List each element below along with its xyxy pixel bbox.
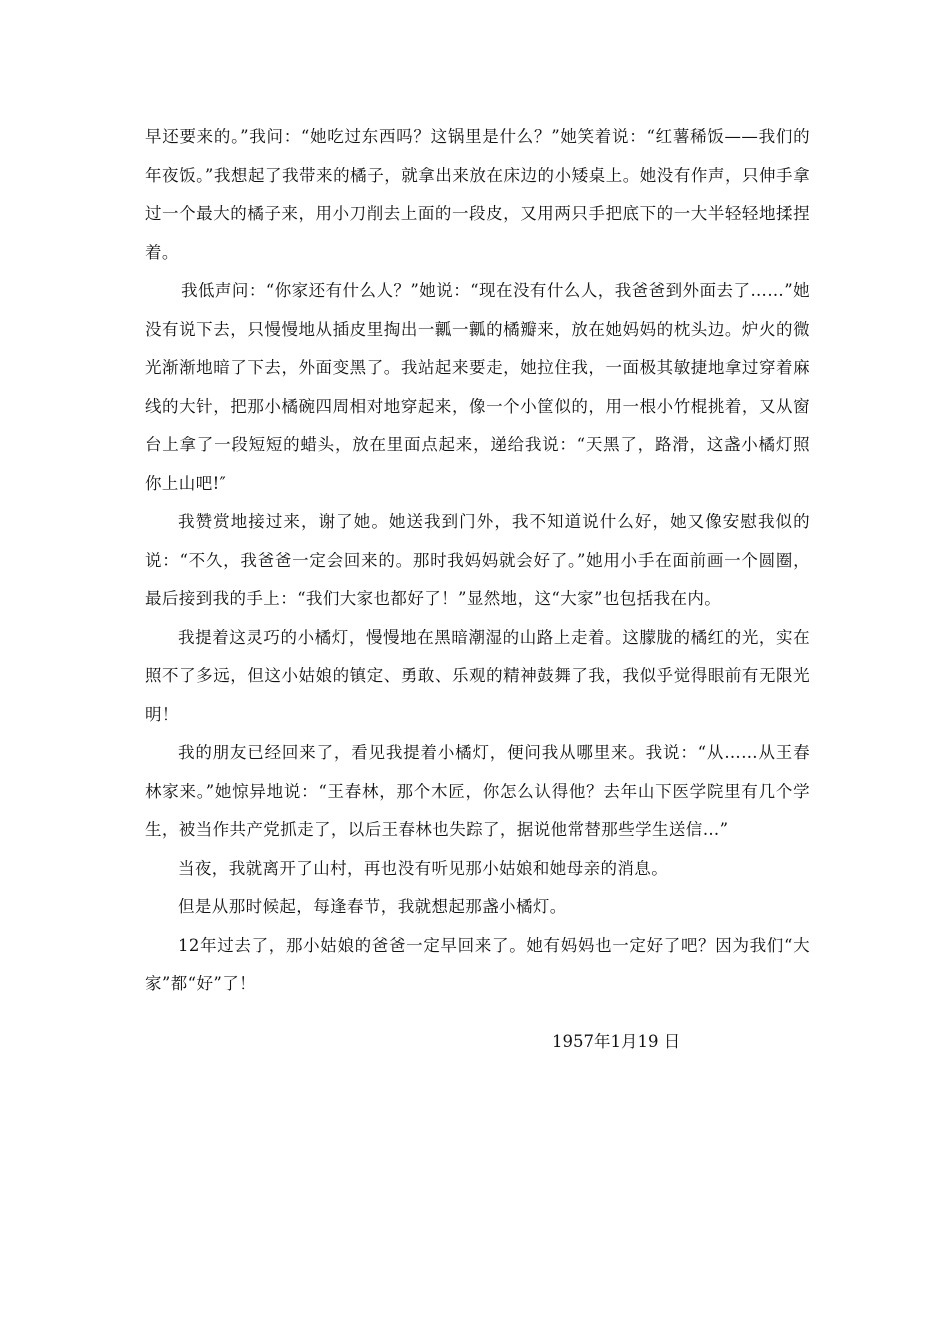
paragraph-continuation: 早还要来的。”我问：“她吃过东西吗？这锅里是什么？”她笑着说：“红薯稀饭——我们的年夜饭。”我想起了我带来的橘子，就拿出来放在床边的小矮桌上。她没有作声，只伸手拿过一个最大的橘子来，用小刀削去上面的一段皮，又用两只手把底下的一大半轻轻地揉捏着。 [145, 127, 810, 262]
paragraph-low-voice-question: 我低声问：“你家还有什么人？”她说：“现在没有什么人，我爸爸到外面去了……”她没有说下去，只慢慢地从插皮里掏出一瓤一瓤的橘瓣来，放在她妈妈的枕头边。炉火的微光渐渐地暗了下去，外面变黑了。我站起来要走，她拉住我，一面极其敏捷地拿过穿着麻线的大针，把那小橘碗四周相对地穿起来，像一个小筐似的，用一根小竹棍挑着，又从窗台上拿了一段短短的蜡头，放在里面点起来，递给我说：“天黑了，路滑，这盏小橘灯照你上山吧!″ [145, 281, 810, 493]
paragraph-twelve-years: 12年过去了，那小姑娘的爸爸一定早回来了。她有妈妈也一定好了吧？因为我们“大家”都“好”了！ [145, 935, 810, 993]
paragraph-appreciation: 我赞赏地接过来，谢了她。她送我到门外，我不知道说什么好，她又像安慰我似的说：“不久，我爸爸一定会回来的。那时我妈妈就会好了。”她用小手在面前画一个圆圈，最后接到我的手上：“我们大家也都好了！”显然地，这“大家”也包括我在内。 [145, 512, 810, 608]
paragraph-spring-festival: 但是从那时候起，每逢春节，我就想起那盏小橘灯。 [178, 897, 567, 916]
paragraph-friend-returns: 我的朋友已经回来了，看见我提着小橘灯，便问我从哪里来。我说：“从……从王春林家来。”她惊异地说：“王春林，那个木匠，你怎么认得他？去年山下医学院里有几个学生，被当作共产党抓走了，以后王春林也失踪了，据说他常替那些学生送信…” [145, 743, 810, 839]
paragraph-left-village: 当夜，我就离开了山村，再也没有听见那小姑娘和她母亲的消息。 [178, 858, 669, 878]
article-body [145, 118, 810, 1004]
paragraph-walking-with-lamp: 我提着这灵巧的小橘灯，慢慢地在黑暗潮湿的山路上走着。这朦胧的橘红的光，实在照不了多远，但这小姑娘的镇定、勇敢、乐观的精神鼓舞了我，我似乎觉得眼前有无限光明！ [145, 627, 810, 724]
date-signature: 1957年1月19 日 [552, 1032, 681, 1051]
